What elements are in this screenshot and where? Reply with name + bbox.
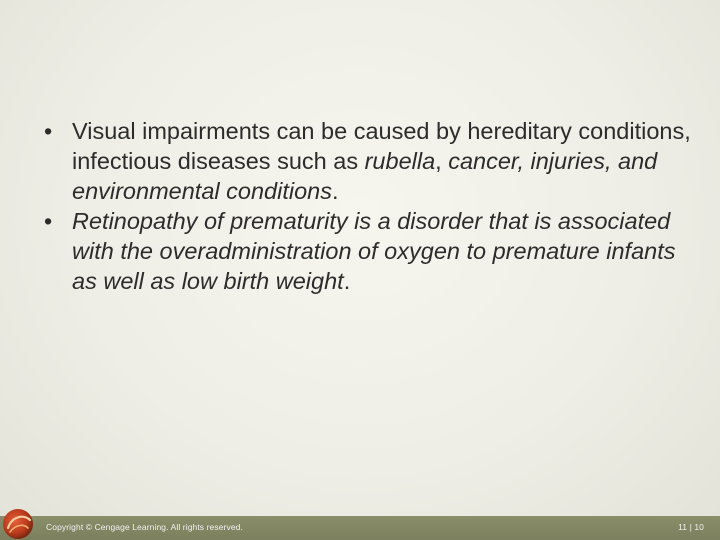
bullet-item-1 bbox=[44, 116, 694, 206]
bullet-1-part-1: Visual impairments can be caused by hereditary conditions, infectious diseases such as bbox=[72, 118, 691, 174]
cengage-swirl-logo-icon bbox=[0, 502, 38, 540]
bullet-1-part-5: . bbox=[331, 178, 339, 204]
bullet-2-part-1: Retinopathy of prematurity is a disorder that is associated with the overadministration of oxygen to premature infants as well as low birth weight bbox=[72, 208, 676, 294]
bullet-list bbox=[44, 116, 694, 296]
bullet-1-part-4: cancer, injuries, and environmental conditions bbox=[72, 148, 658, 204]
page-number: 11 | 10 bbox=[678, 522, 704, 532]
bullet-1-part-2: rubella bbox=[364, 148, 436, 174]
bullet-1-part-3: , bbox=[435, 148, 449, 174]
bullet-marker: • bbox=[44, 208, 53, 234]
copyright-text: Copyright © Cengage Learning. All rights reserved. bbox=[46, 522, 243, 532]
footer-bar bbox=[0, 516, 720, 540]
bullet-2-part-2: . bbox=[343, 268, 351, 294]
bullet-item-2 bbox=[44, 206, 694, 296]
bullet-marker: • bbox=[44, 118, 53, 144]
